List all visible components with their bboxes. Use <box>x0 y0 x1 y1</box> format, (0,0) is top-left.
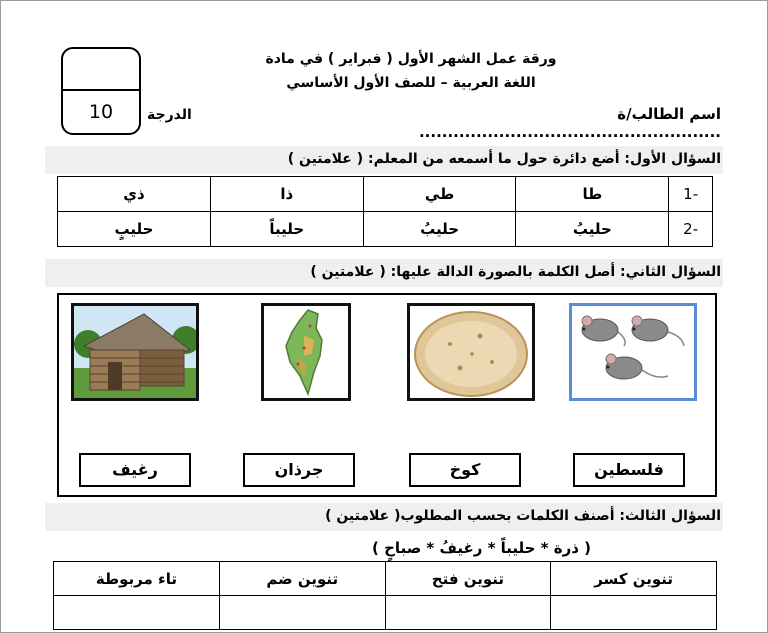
word-option[interactable]: حليباً <box>210 212 363 247</box>
column-header: تاء مربوطة <box>54 562 220 596</box>
syllable-option[interactable]: طي <box>363 177 516 212</box>
wooden-hut-icon[interactable] <box>71 303 199 401</box>
word-option[interactable]: حليبُ <box>363 212 516 247</box>
question1-row <box>58 177 713 212</box>
column-header: تنوين ضم <box>219 562 385 596</box>
grade-box <box>61 47 141 135</box>
row-number: -2 <box>669 212 713 247</box>
grade-value: 10 <box>88 101 114 123</box>
answer-cell[interactable] <box>385 596 551 630</box>
student-name-field[interactable]: اسم الطالب/ة ..................................................... <box>418 105 721 141</box>
classification-answer-row <box>54 596 717 630</box>
question1-title: السؤال الأول: أضع دائرة حول ما أسمعه من المعلم: ( علامتين ) <box>287 151 721 167</box>
column-header: تنوين فتح <box>385 562 551 596</box>
word-option[interactable]: حليبٍ <box>58 212 211 247</box>
grade-label: الدرجة <box>147 107 192 123</box>
syllable-option[interactable]: طا <box>516 177 669 212</box>
word-box[interactable]: كوخ <box>409 453 521 487</box>
mice-icon[interactable] <box>569 303 697 401</box>
question2-title: السؤال الثاني: أصل الكلمة بالصورة الدالة عليها: ( علامتين ) <box>310 264 721 280</box>
bread-icon[interactable] <box>407 303 535 401</box>
worksheet-title: ورقة عمل الشهر الأول ( فبراير ) في مادة <box>265 51 557 67</box>
question1-bar <box>45 146 723 174</box>
answer-cell[interactable] <box>551 596 717 630</box>
column-header: تنوين كسر <box>551 562 717 596</box>
classification-header-row <box>54 562 717 596</box>
word-list: ( ذرة * حليباً * رغيفُ * صباحٍ ) <box>372 539 591 557</box>
matching-area <box>57 293 717 497</box>
word-option[interactable]: حليبُ <box>516 212 669 247</box>
word-box[interactable]: فلسطين <box>573 453 685 487</box>
row-number: -1 <box>669 177 713 212</box>
question3-title: السؤال الثالث: أصنف الكلمات بحسب المطلوب( علامتين ) <box>325 508 721 524</box>
answer-cell[interactable] <box>219 596 385 630</box>
question1-table <box>57 176 713 247</box>
syllable-option[interactable]: ذي <box>58 177 211 212</box>
question3-bar <box>45 503 723 531</box>
answer-cell[interactable] <box>54 596 220 630</box>
question1-row <box>58 212 713 247</box>
question2-bar <box>45 259 723 287</box>
grade-divider <box>63 89 139 91</box>
worksheet-subtitle: اللغة العربية – للصف الأول الأساسي <box>286 75 536 91</box>
syllable-option[interactable]: ذا <box>210 177 363 212</box>
word-box[interactable]: رغيف <box>79 453 191 487</box>
word-box[interactable]: جرذان <box>243 453 355 487</box>
palestine-map-icon[interactable] <box>261 303 351 401</box>
classification-table <box>53 561 717 630</box>
